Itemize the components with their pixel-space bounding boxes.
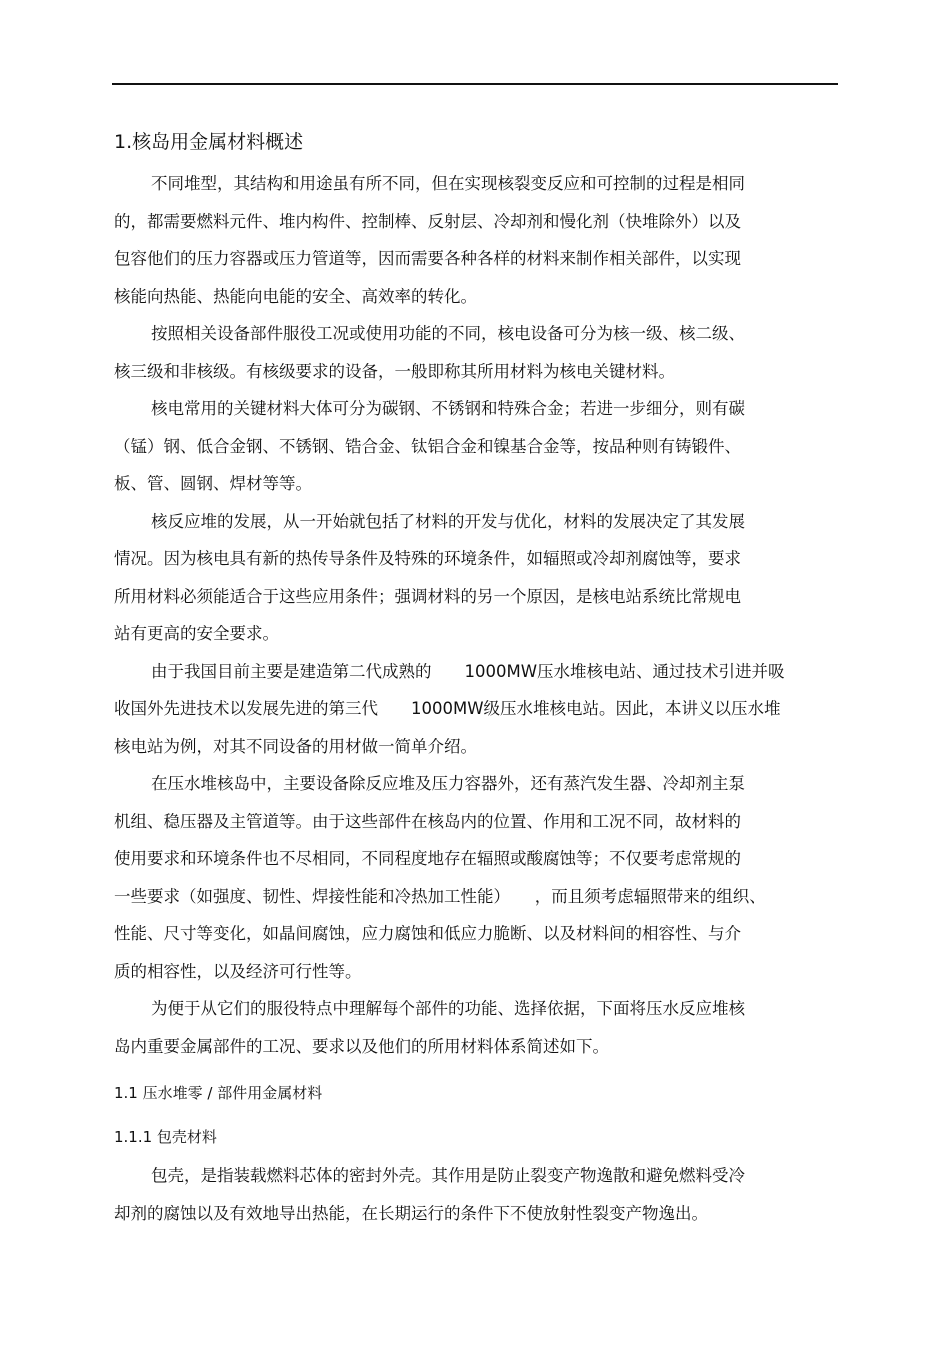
text-line: 包容他们的压力容器或压力管道等，因而需要各种各样的材料来制作相关部件，以实现 [114,249,741,268]
paragraph [114,503,826,653]
text-line: 收国外先进技术以发展先进的第三代 1000MW级压水堆核电站。因此，本讲义以压水堆 [114,699,781,718]
header-rule [112,83,838,85]
paragraph [114,315,826,390]
text-line: 由于我国目前主要是建造第二代成熟的 1000MW压水堆核电站、通过技术引进并吸 [151,661,785,681]
text-line: 包壳，是指装载燃料芯体的密封外壳。其作用是防止裂变产物逸散和避免燃料受冷 [151,1166,745,1185]
text-line: 性能、尺寸等变化，如晶间腐蚀，应力腐蚀和低应力脆断、以及材料间的相容性、与介 [114,924,741,943]
text-line: 核反应堆的发展，从一开始就包括了材料的开发与优化，材料的发展决定了其发展 [151,511,745,531]
paragraph [114,390,826,503]
paragraph [114,990,826,1065]
text-line: 一些要求（如强度、韧性、焊接性能和冷热加工性能） ，而且须考虑辐照带来的组织、 [114,886,766,906]
paragraph [114,165,826,315]
text-line: 的，都需要燃料元件、堆内构件、控制棒、反射层、冷却剂和慢化剂（快堆除外）以及 [114,211,741,231]
paragraph [114,1157,826,1232]
text-line: 却剂的腐蚀以及有效地导出热能，在长期运行的条件下不使放射性裂变产物逸出。 [114,1203,708,1223]
text-line: 质的相容性，以及经济可行性等。 [114,961,362,981]
document-body [114,127,826,1232]
text-line: 情况。因为核电具有新的热传导条件及特殊的环境条件，如辐照或冷却剂腐蚀等，要求 [114,549,741,568]
text-line: 核电站为例，对其不同设备的用材做一简单介绍。 [114,736,477,756]
text-line: （锰）钢、低合金钢、不锈钢、锆合金、钛铝合金和镍基合金等，按品种则有铸锻件、 [114,436,741,456]
text-line: 所用材料必须能适合于这些应用条件；强调材料的另一个原因，是核电站系统比常规电 [114,586,741,606]
text-line: 核能向热能、热能向电能的安全、高效率的转化。 [114,286,477,306]
text-line: 不同堆型，其结构和用途虽有所不同，但在实现核裂变反应和可控制的过程是相同 [151,174,745,193]
text-line: 核电常用的关键材料大体可分为碳钢、不锈钢和特殊合金；若进一步细分，则有碳 [151,399,745,418]
text-line: 机组、稳压器及主管道等。由于这些部件在核岛内的位置、作用和工况不同，故材料的 [114,811,741,831]
text-line: 站有更高的安全要求。 [114,624,279,643]
text-line: 岛内重要金属部件的工况、要求以及他们的所用材料体系简述如下。 [114,1036,609,1056]
text-line: 在压水堆核岛中，主要设备除反应堆及压力容器外，还有蒸汽发生器、冷却剂主泵 [151,774,745,793]
text-line: 按照相关设备部件服役工况或使用功能的不同，核电设备可分为核一级、核二级、 [151,324,745,343]
text-line: 使用要求和环境条件也不尽相同，不同程度地存在辐照或酸腐蚀等；不仅要考虑常规的 [114,849,741,868]
paragraph [114,765,826,990]
paragraph [114,653,826,766]
text-line: 核三级和非核级。有核级要求的设备，一般即称其所用材料为核电关键材料。 [114,361,675,381]
text-line: 板、管、圆钢、焊材等等。 [114,474,312,493]
text-line: 为便于从它们的服役特点中理解每个部件的功能、选择依据，下面将压水反应堆核 [151,999,745,1018]
section-heading: 1.核岛用金属材料概述 [114,131,304,153]
subsection-heading: 1.1 压水堆零 / 部件用金属材料 [114,1084,323,1102]
subsubsection-heading: 1.1.1 包壳材料 [114,1128,217,1146]
